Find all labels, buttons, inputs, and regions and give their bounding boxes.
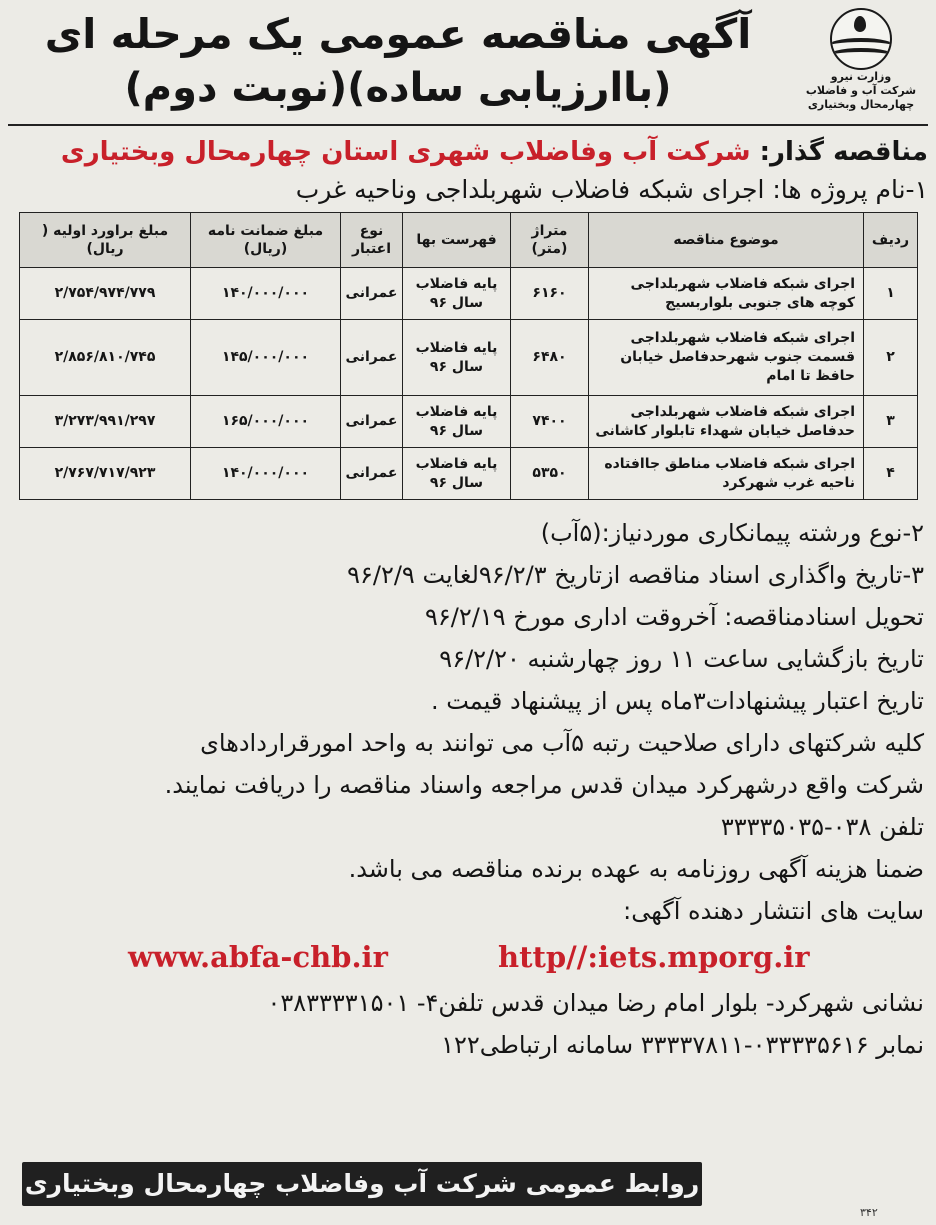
cell-subject: اجرای شبکه فاضلاب شهربلداجی کوچه های جنوبی بلواربسیج — [589, 268, 864, 320]
sites-label: سایت های انتشار دهنده آگهی: — [623, 897, 924, 925]
tender-organizer-name: شرکت آب وفاضلاب شهری استان چهارمحال وبختیاری — [60, 137, 751, 167]
cell-guarantee: ۱۴۰/۰۰۰/۰۰۰ — [191, 268, 341, 320]
table-row — [20, 448, 918, 500]
header-row-no: ردیف — [864, 213, 918, 268]
notice-body — [8, 512, 928, 1066]
logo-company: شرکت آب و فاضلاب — [805, 84, 917, 97]
office-location-line: شرکت واقع درشهرکرد میدان قدس مراجعه واسناد مناقصه را دریافت نمایند. — [164, 771, 924, 799]
table-row — [20, 268, 918, 320]
header-credit-type: نوع اعتبار — [341, 213, 403, 268]
delivery-deadline-line: تحویل اسنادمناقصه: آخروقت اداری مورخ ۹۶/۲/۱۹ — [425, 603, 924, 631]
notice-subtitle: (باارزیابی ساده)(نوبت دوم) — [124, 65, 672, 111]
cell-price-list: پایه فاضلاب سال ۹۶ — [403, 396, 511, 448]
site-link-iets[interactable]: http//:iets.mporg.ir — [498, 940, 810, 974]
cell-row-no: ۱ — [864, 268, 918, 320]
cell-guarantee: ۱۴۰/۰۰۰/۰۰۰ — [191, 448, 341, 500]
company-logo — [796, 8, 926, 118]
table-header-row — [20, 213, 918, 268]
notice-header — [8, 6, 928, 126]
header-guarantee: مبلغ ضمانت نامه (ریال) — [191, 213, 341, 268]
cell-length: ۶۱۶۰ — [511, 268, 589, 320]
logo-province: چهارمحال وبختیاری — [807, 98, 915, 111]
notice-title: آگهی مناقصه عمومی یک مرحله ای — [44, 10, 752, 58]
cell-estimate: ۳/۲۷۳/۹۹۱/۲۹۷ — [20, 396, 191, 448]
sites-row — [8, 932, 924, 982]
project-name: ۱-نام پروژه ها: اجرای شبکه فاضلاب شهربلداجی وناحیه غرب — [295, 175, 928, 204]
cell-credit-type: عمرانی — [341, 320, 403, 396]
cell-length: ۶۴۸۰ — [511, 320, 589, 396]
cell-credit-type: عمرانی — [341, 448, 403, 500]
cell-credit-type: عمرانی — [341, 396, 403, 448]
cell-estimate: ۲/۸۵۶/۸۱۰/۷۴۵ — [20, 320, 191, 396]
address-line: نشانی شهرکرد- بلوار امام رضا میدان قدس تلفن۴- ۰۳۸۳۳۳۳۱۵۰۱ — [267, 989, 924, 1017]
cell-price-list: پایه فاضلاب سال ۹۶ — [403, 448, 511, 500]
cell-guarantee: ۱۴۵/۰۰۰/۰۰۰ — [191, 320, 341, 396]
validity-line: تاریخ اعتبار پیشنهادات۳ماه پس از پیشنهاد قیمت . — [430, 687, 924, 715]
phone-line: تلفن ۰۳۸-۳۳۳۳۵۰۳۵ — [720, 813, 924, 841]
cell-price-list: پایه فاضلاب سال ۹۶ — [403, 268, 511, 320]
tender-organizer-label: مناقصه گذار: — [759, 137, 928, 167]
site-link-abfa[interactable]: www.abfa-chb.ir — [128, 940, 388, 974]
eligible-companies-line: کلیه شرکتهای دارای صلاحیت رتبه ۵آب می توانند به واحد امورقراردادهای — [200, 729, 924, 757]
cell-credit-type: عمرانی — [341, 268, 403, 320]
ad-cost-line: ضمنا هزینه آگهی روزنامه به عهده برنده مناقصه می باشد. — [348, 855, 924, 883]
contract-type-line: ۲-نوع ورشته پیمانکاری موردنیاز:(۵آب) — [540, 519, 924, 547]
cell-subject: اجرای شبکه فاضلاب مناطق جاافتاده ناحیه غرب شهرکرد — [589, 448, 864, 500]
table-row — [20, 396, 918, 448]
cell-length: ۷۴۰۰ — [511, 396, 589, 448]
header-subject: موضوع مناقصه — [589, 213, 864, 268]
cell-row-no: ۲ — [864, 320, 918, 396]
documents-period-line: ۳-تاریخ واگذاری اسناد مناقصه ازتاریخ ۹۶/۲/۳لغایت ۹۶/۲/۹ — [347, 561, 924, 589]
public-relations-footer: روابط عمومی شرکت آب وفاضلاب چهارمحال وبختیاری — [22, 1162, 702, 1206]
header-estimate: مبلغ براورد اولیه ( ریال) — [20, 213, 191, 268]
table-row — [20, 320, 918, 396]
cell-length: ۵۳۵۰ — [511, 448, 589, 500]
tender-table — [19, 212, 918, 500]
page-number: ۳۴۲ — [860, 1206, 878, 1219]
water-company-emblem-icon — [830, 8, 892, 70]
tender-organizer — [8, 132, 928, 172]
opening-date-line: تاریخ بازگشایی ساعت ۱۱ روز چهارشنبه ۹۶/۲/۲۰ — [439, 645, 924, 673]
cell-subject: اجرای شبکه فاضلاب شهربلداجی حدفاصل خیابان شهداء تابلوار کاشانی — [589, 396, 864, 448]
logo-ministry: وزارت نیرو — [830, 70, 892, 83]
cell-guarantee: ۱۶۵/۰۰۰/۰۰۰ — [191, 396, 341, 448]
header-price-list: فهرست بها — [403, 213, 511, 268]
cell-row-no: ۳ — [864, 396, 918, 448]
fax-line: نمابر ۰۳۳۳۳۵۶۱۶-۳۳۳۳۷۸۱۱ سامانه ارتباطی۱۲۲ — [441, 1031, 924, 1059]
cell-subject: اجرای شبکه فاضلاب شهربلداجی قسمت جنوب شهرحدفاصل خیابان حافظ تا امام — [589, 320, 864, 396]
cell-estimate: ۲/۷۵۴/۹۷۴/۷۷۹ — [20, 268, 191, 320]
cell-price-list: پایه فاضلاب سال ۹۶ — [403, 320, 511, 396]
cell-estimate: ۲/۷۶۷/۷۱۷/۹۲۳ — [20, 448, 191, 500]
cell-row-no: ۴ — [864, 448, 918, 500]
header-length: متراژ (متر) — [511, 213, 589, 268]
